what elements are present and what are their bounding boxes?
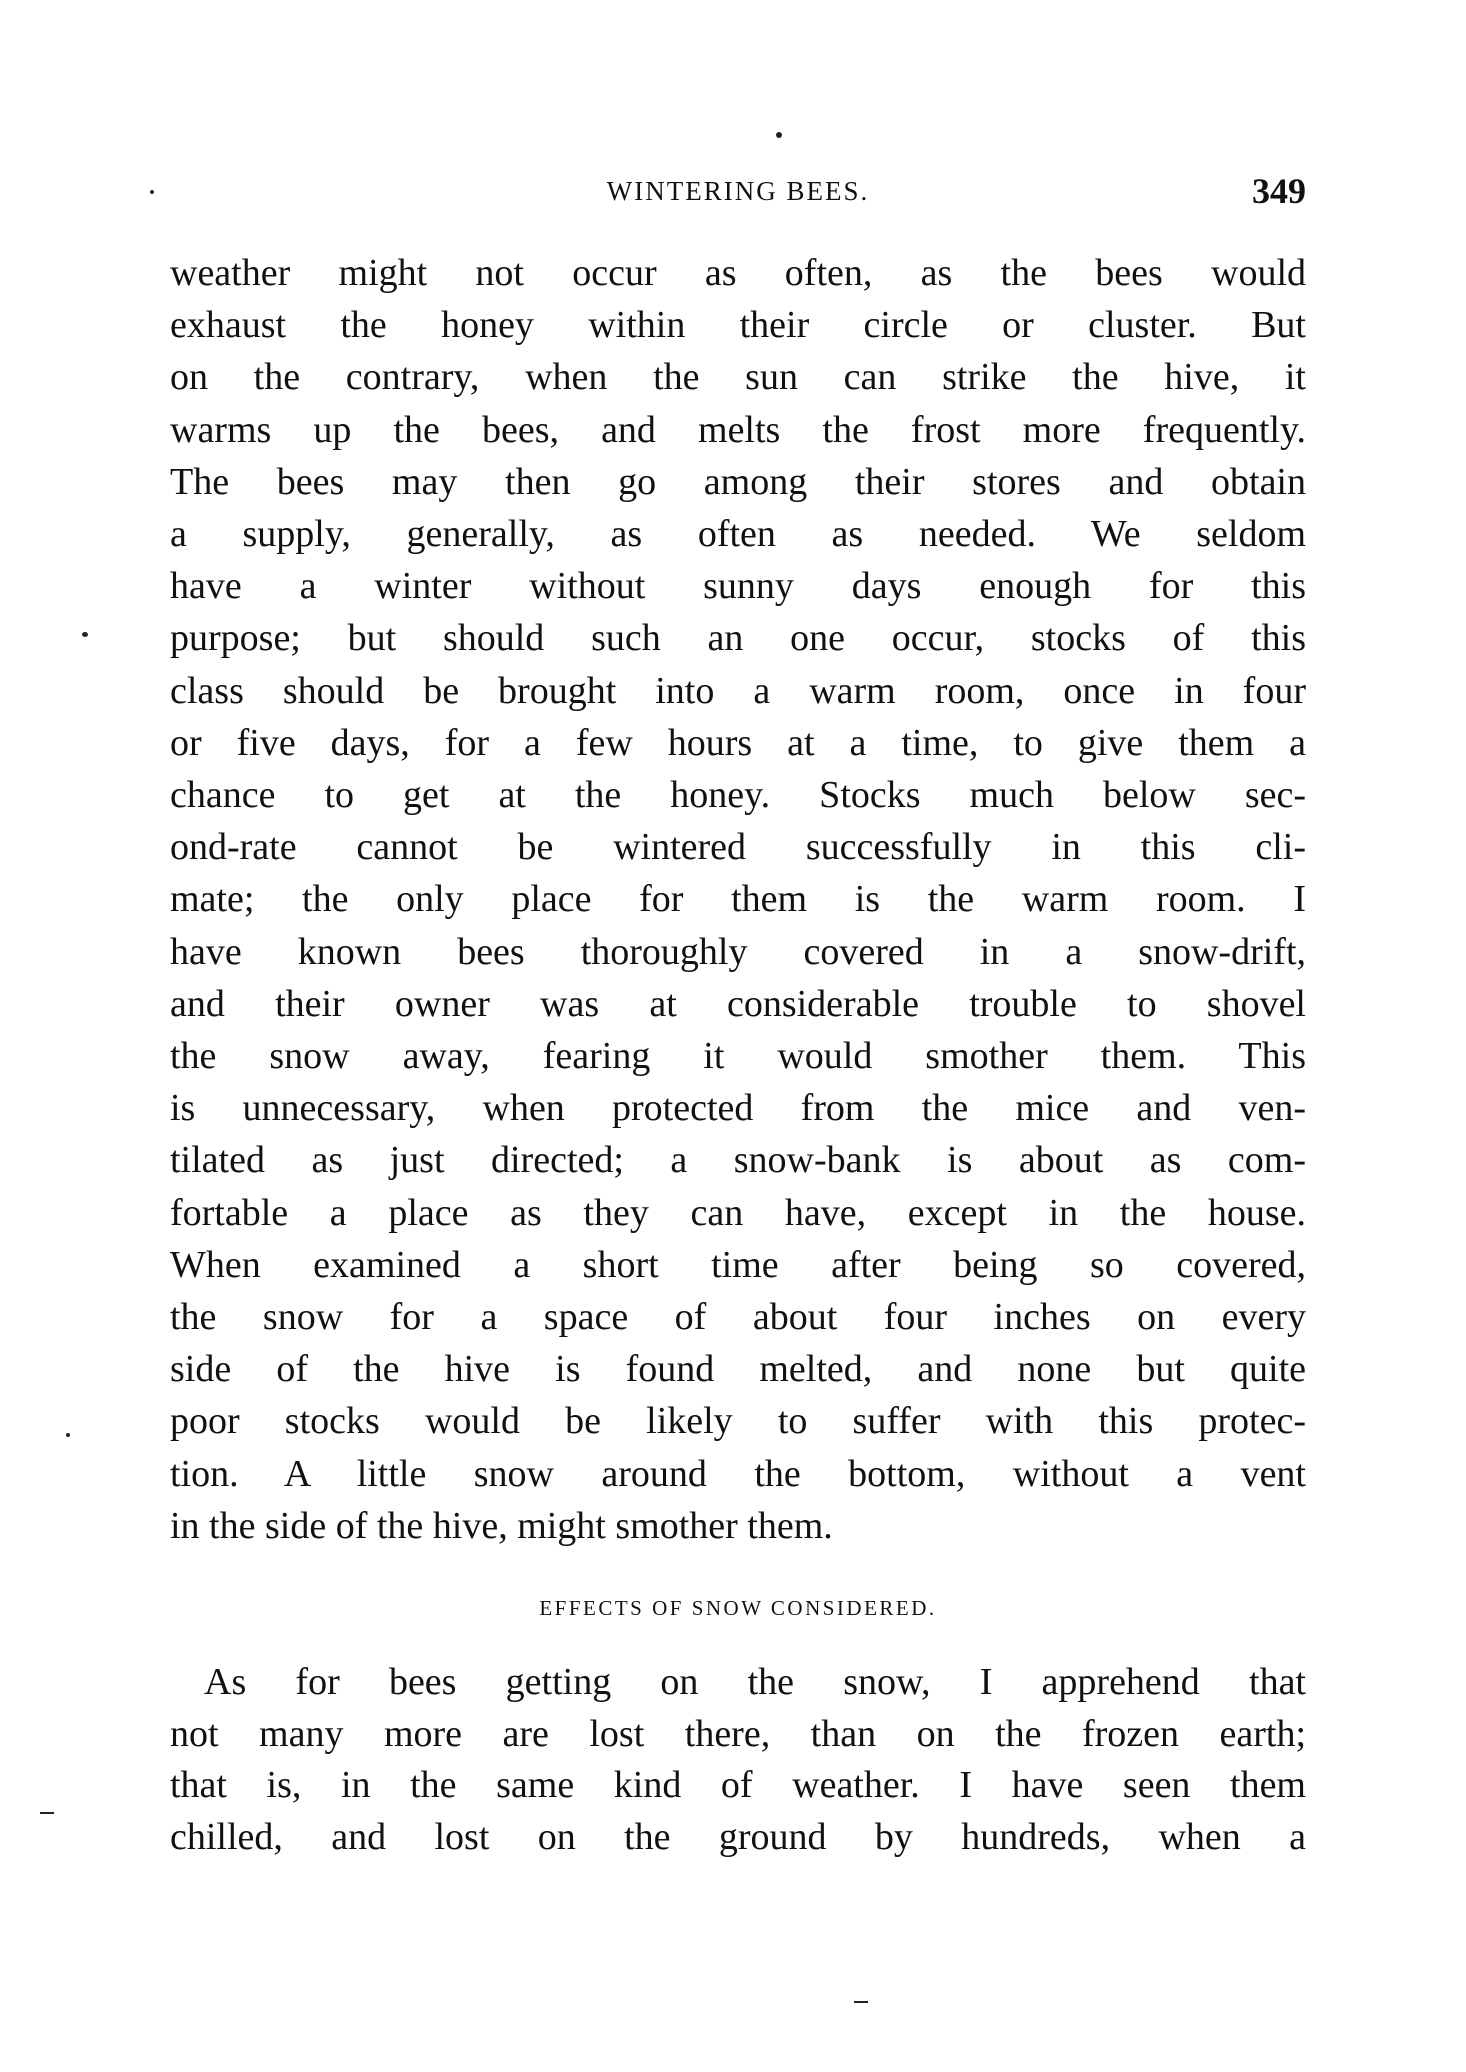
text-line: chilled, and lost on the ground by hundreds, when a — [170, 1816, 1306, 1859]
text-line: weather might not occur as often, as the bees would — [170, 252, 1306, 294]
text-line: exhaust the honey within their circle or cluster. But — [170, 304, 1306, 347]
print-speck — [66, 1433, 70, 1437]
text-line: not many more are lost there, than on the frozen earth; — [170, 1712, 1306, 1755]
text-line: on the contrary, when the sun can strike the hive, it — [170, 356, 1306, 399]
text-line: that is, in the same kind of weather. I have seen them — [170, 1764, 1306, 1807]
text-line: purpose; but should such an one occur, stocks of this — [170, 617, 1306, 660]
text-line: and their owner was at considerable trouble to shovel — [170, 982, 1306, 1025]
print-speck — [776, 132, 782, 138]
text-line: the snow away, fearing it would smother them. This — [170, 1035, 1306, 1077]
text-line: side of the hive is found melted, and none but quite — [170, 1348, 1306, 1391]
text-line: chance to get at the honey. Stocks much below sec- — [170, 774, 1306, 816]
text-line: warms up the bees, and melts the frost more frequently. — [170, 408, 1306, 451]
text-line: is unnecessary, when protected from the mice and ven- — [170, 1087, 1306, 1130]
text-line: a supply, generally, as often as needed. We seldom — [170, 513, 1306, 555]
print-speck — [82, 632, 88, 637]
page-number: 349 — [1252, 171, 1306, 211]
text-line: have a winter without sunny days enough for this — [170, 565, 1306, 608]
print-speck — [854, 2001, 868, 2003]
text-line: As for bees getting on the snow, I apprehend that — [204, 1661, 1306, 1703]
text-line: fortable a place as they can have, except in the house. — [170, 1191, 1306, 1234]
text-line: mate; the only place for them is the warm room. I — [170, 878, 1306, 921]
running-head — [170, 170, 1306, 216]
text-line: ond-rate cannot be wintered successfully in this cli- — [170, 826, 1306, 869]
text-line: tilated as just directed; a snow-bank is about as com- — [170, 1139, 1306, 1182]
text-line: or five days, for a few hours at a time, to give them a — [170, 721, 1306, 764]
running-head-title: WINTERING BEES. — [606, 176, 870, 206]
text-line: poor stocks would be likely to suffer with this protec- — [170, 1400, 1306, 1443]
text-line: class should be brought into a warm room, once in four — [170, 669, 1306, 712]
text-line: have known bees thoroughly covered in a snow-drift, — [170, 930, 1306, 973]
text-line: the snow for a space of about four inches on every — [170, 1296, 1306, 1338]
print-speck — [150, 190, 154, 194]
print-speck — [40, 1812, 54, 1814]
text-line: tion. A little snow around the bottom, without a vent — [170, 1452, 1306, 1495]
text-line: The bees may then go among their stores and obtain — [170, 460, 1306, 503]
section-subheading: EFFECTS OF SNOW CONSIDERED. — [539, 1596, 937, 1620]
text-line: When examined a short time after being so covered, — [170, 1243, 1306, 1286]
text-line: in the side of the hive, might smother them. — [170, 1504, 833, 1547]
